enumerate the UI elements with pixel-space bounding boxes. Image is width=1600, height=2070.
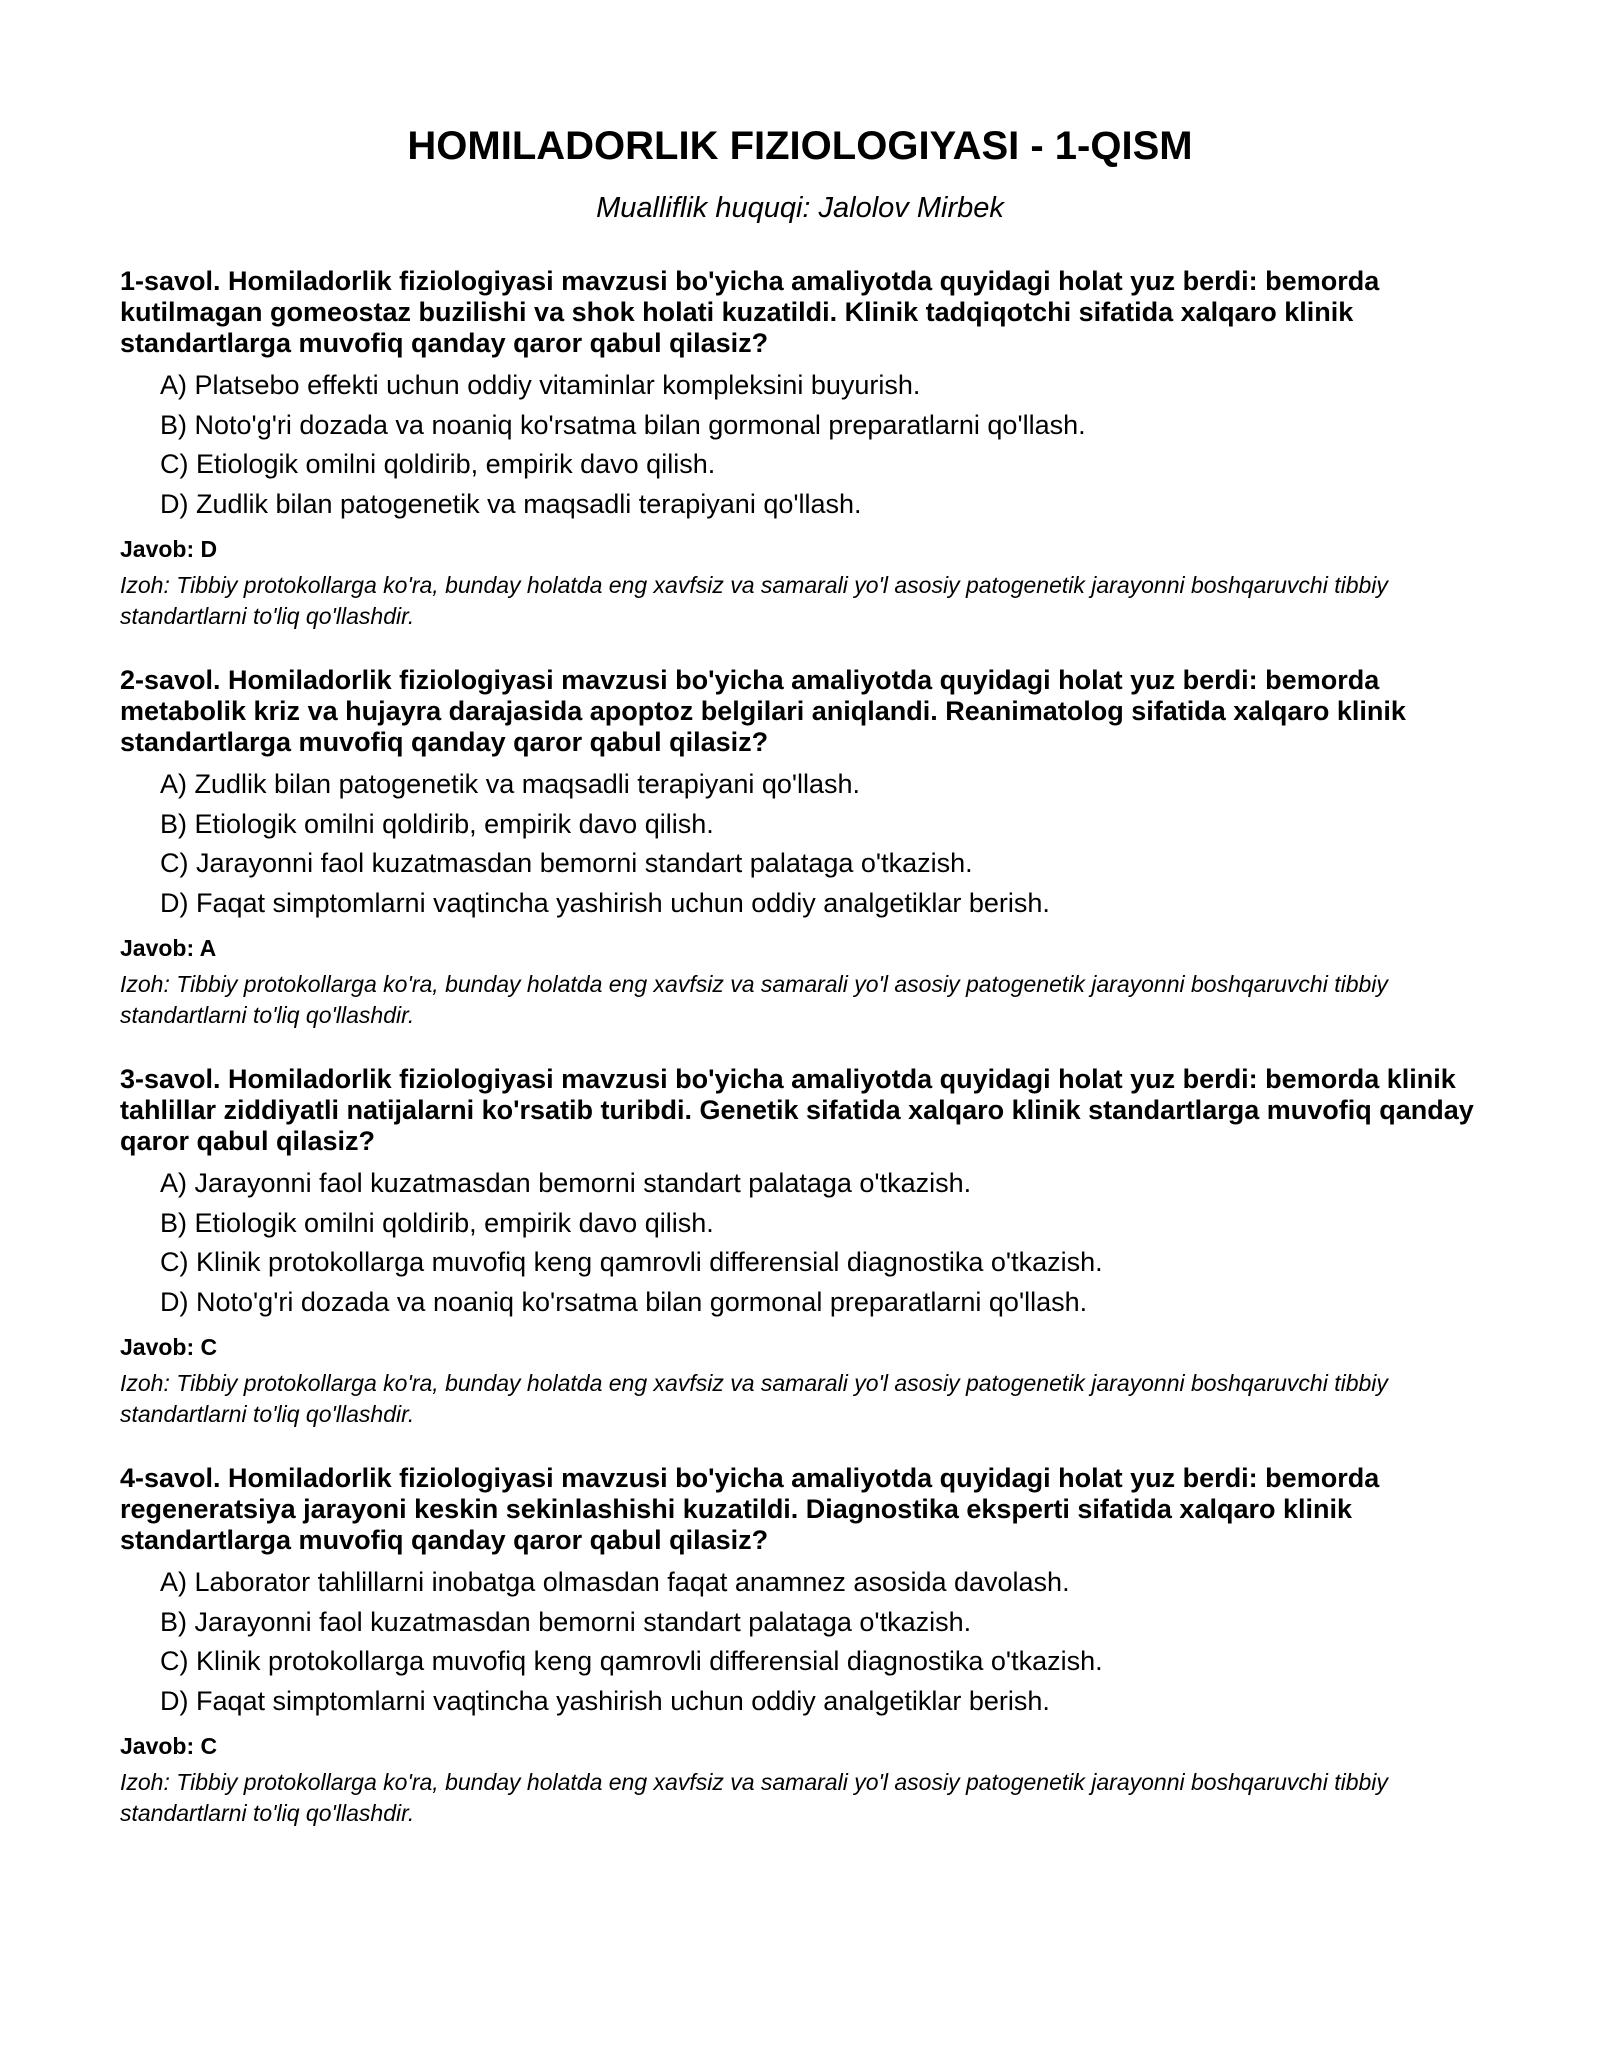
question-block-3: [120, 1064, 1480, 1430]
answer-options: [120, 765, 1480, 923]
option-d: D) Faqat simptomlarni vaqtincha yashirish uchun oddiy analgetiklar berish.: [160, 1685, 1050, 1716]
question-text: 3-savol. Homiladorlik fiziologiyasi mavzusi bo'yicha amaliyotda quyidagi holat yuz berdi: bemorda klinik tahlillar ziddiyatli natijalarni ko'rsatib turibdi. Genetik sifatida xalqaro klinik standartlarga muvofiq qanday qaror qabul qilasiz?: [120, 1064, 1474, 1156]
option-b: B) Etiologik omilni qoldirib, empirik davo qilish.: [160, 1207, 714, 1238]
option-a: A) Laborator tahlillarni inobatga olmasdan faqat anamnez asosida davolash.: [160, 1567, 1070, 1597]
option-b: B) Jarayonni faol kuzatmasdan bemorni standart palataga o'tkazish.: [160, 1606, 972, 1637]
answer-key: Javob: C: [120, 1733, 218, 1759]
option-a: A) Platsebo effekti uchun oddiy vitaminlar kompleksini buyurish.: [160, 370, 921, 400]
answer-key: Javob: A: [120, 935, 217, 961]
question-block-2: [120, 665, 1480, 1031]
option-c: C) Etiologik omilni qoldirib, empirik davo qilish.: [160, 449, 716, 479]
answer-options: [120, 1563, 1480, 1721]
question-text: 4-savol. Homiladorlik fiziologiyasi mavzusi bo'yicha amaliyotda quyidagi holat yuz berdi: bemorda regeneratsiya jarayoni keskin sekinlashishi kuzatildi. Diagnostika eksperti sifatida xalqaro klinik standartlarga muvofiq qanday qaror qabul qilasiz?: [120, 1463, 1380, 1555]
option-c: C) Jarayonni faol kuzatmasdan bemorni standart palataga o'tkazish.: [160, 848, 973, 878]
option-d: D) Faqat simptomlarni vaqtincha yashirish uchun oddiy analgetiklar berish.: [160, 887, 1050, 918]
copyright-subtitle: Mualliflik huquqi: Jalolov Mirbek: [596, 192, 1004, 224]
answer-explanation: Izoh: Tibbiy protokollarga ko'ra, bunday holatda eng xavfsiz va samarali yo'l asosiy patogenetik jarayonni boshqaruvchi tibbiy standartlarni to'liq qo'llashdir.: [120, 1769, 1388, 1826]
answer-explanation: Izoh: Tibbiy protokollarga ko'ra, bunday holatda eng xavfsiz va samarali yo'l asosiy patogenetik jarayonni boshqaruvchi tibbiy standartlarni to'liq qo'llashdir.: [120, 572, 1388, 629]
option-d: D) Zudlik bilan patogenetik va maqsadli terapiyani qo'llash.: [160, 488, 862, 519]
answer-explanation: Izoh: Tibbiy protokollarga ko'ra, bunday holatda eng xavfsiz va samarali yo'l asosiy patogenetik jarayonni boshqaruvchi tibbiy standartlarni to'liq qo'llashdir.: [120, 1370, 1388, 1427]
answer-options: [120, 1164, 1480, 1322]
answer-options: [120, 366, 1480, 524]
question-text: 2-savol. Homiladorlik fiziologiyasi mavzusi bo'yicha amaliyotda quyidagi holat yuz berdi: bemorda metabolik kriz va hujayra darajasida apoptoz belgilari aniqlandi. Reanimatolog sifatida xalqaro klinik standartlarga muvofiq qanday qaror qabul qilasiz?: [120, 665, 1406, 757]
answer-key: Javob: D: [120, 536, 218, 562]
document-title: HOMILADORLIK FIZIOLOGIYASI - 1-QISM: [407, 124, 1193, 168]
option-a: A) Zudlik bilan patogenetik va maqsadli terapiyani qo'llash.: [160, 769, 861, 799]
document-page: [120, 118, 1480, 1862]
question-text: 1-savol. Homiladorlik fiziologiyasi mavzusi bo'yicha amaliyotda quyidagi holat yuz berdi: bemorda kutilmagan gomeostaz buzilishi va shok holati kuzatildi. Klinik tadqiqotchi sifatida xalqaro klinik standartlarga muvofiq qanday qaror qabul qilasiz?: [120, 266, 1380, 358]
option-c: C) Klinik protokollarga muvofiq keng qamrovli differensial diagnostika o'tkazish.: [160, 1247, 1103, 1277]
answer-explanation: Izoh: Tibbiy protokollarga ko'ra, bunday holatda eng xavfsiz va samarali yo'l asosiy patogenetik jarayonni boshqaruvchi tibbiy standartlarni to'liq qo'llashdir.: [120, 971, 1388, 1028]
question-block-4: [120, 1463, 1480, 1829]
question-block-1: [120, 266, 1480, 632]
option-b: B) Noto'g'ri dozada va noaniq ko'rsatma bilan gormonal preparatlarni qo'llash.: [160, 409, 1086, 440]
option-b: B) Etiologik omilni qoldirib, empirik davo qilish.: [160, 808, 714, 839]
option-a: A) Jarayonni faol kuzatmasdan bemorni standart palataga o'tkazish.: [160, 1168, 972, 1198]
option-d: D) Noto'g'ri dozada va noaniq ko'rsatma bilan gormonal preparatlarni qo'llash.: [160, 1286, 1088, 1317]
option-c: C) Klinik protokollarga muvofiq keng qamrovli differensial diagnostika o'tkazish.: [160, 1646, 1103, 1676]
answer-key: Javob: C: [120, 1334, 218, 1360]
